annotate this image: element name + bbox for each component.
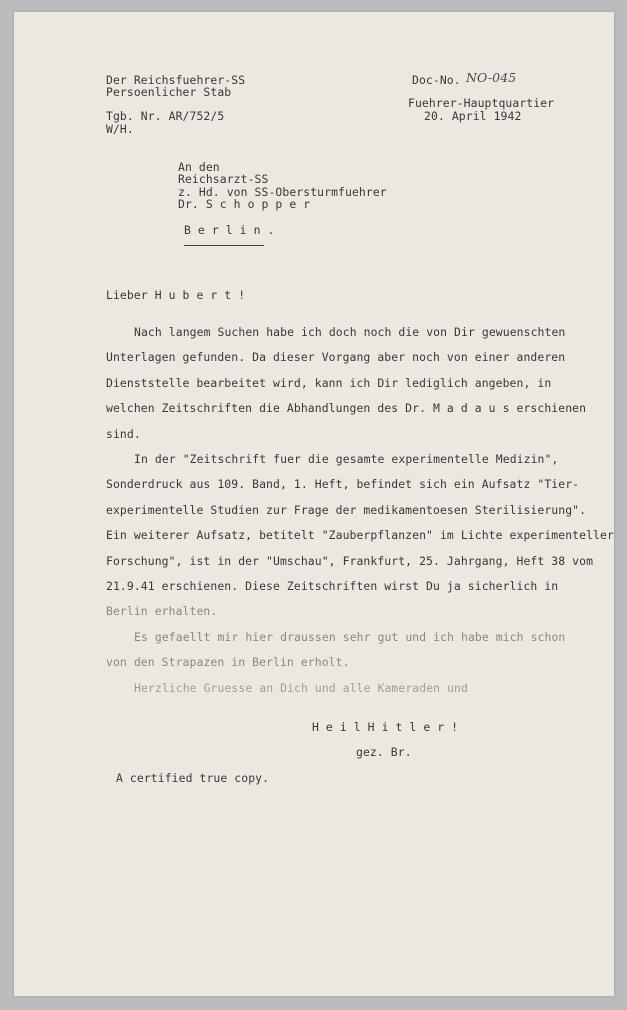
recipient-line-4: Dr. S c h o p p e r [178,197,311,211]
recipient-city: B e r l i n . [184,223,275,237]
doc-label: Doc-No. [412,73,461,87]
date: 20. April 1942 [424,109,522,123]
body-line: Herzliche Gruesse an Dich und alle Kameraden und [134,681,468,695]
body-line: 21.9.41 erschienen. Diese Zeitschriften wirst Du ja sicherlich in [106,579,559,593]
doc-number: NO-045 [466,70,517,85]
body-line: Unterlagen gefunden. Da dieser Vorgang aber noch von einer anderen [106,350,566,364]
city-underline [184,245,264,246]
sender-line-2: Persoenlicher Stab [106,85,232,99]
typist-initials: W/H. [106,122,134,136]
body-line: Es gefaellt mir hier draussen sehr gut und ich habe mich schon [134,630,566,644]
body-line: welchen Zeitschriften die Abhandlungen des Dr. M a d a u s erschienen [106,401,587,415]
signature: gez. Br. [356,745,412,759]
place: Fuehrer-Hauptquartier [408,96,555,110]
body-line: Dienststelle bearbeitet wird, kann ich Dir lediglich angeben, in [106,376,552,390]
certification-note: A certified true copy. [116,771,270,785]
body-line: von den Strapazen in Berlin erholt. [106,655,350,669]
body-line: sind. [106,427,141,441]
body-line: Forschung", ist in der "Umschau", Frankfurt, 25. Jahrgang, Heft 38 vom [106,554,594,568]
salutation: Lieber H u b e r t ! [106,288,246,302]
reference-number: Tgb. Nr. AR/752/5 [106,109,225,123]
body-line: Ein weiterer Aufsatz, betitelt "Zauberpflanzen" im Lichte experimenteller [106,528,614,542]
body-line: In der "Zeitschrift fuer die gesamte experimentelle Medizin", [134,452,559,466]
body-line: Sonderdruck aus 109. Band, 1. Heft, befindet sich ein Aufsatz "Tier- [106,477,580,491]
closing-greeting: H e i l H i t l e r ! [312,720,459,734]
recipient-line-2: Reichsarzt-SS [178,172,269,186]
sender-line-1: Der Reichsfuehrer-SS [106,73,246,87]
recipient-line-3: z. Hd. von SS-Obersturmfuehrer [178,185,387,199]
body-line: Nach langem Suchen habe ich doch noch die von Dir gewuenschten [134,325,566,339]
body-line: Berlin erhalten. [106,604,218,618]
recipient-line-1: An den [178,160,220,174]
body-line: experimentelle Studien zur Frage der medikamentoesen Sterilisierung". [106,503,587,517]
